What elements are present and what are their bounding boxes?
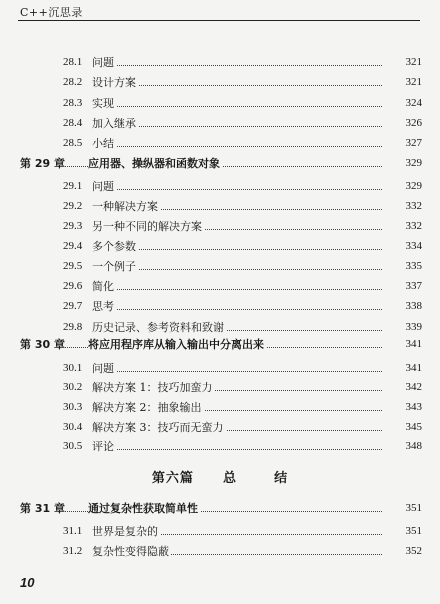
toc-chapter-entry[interactable] (0, 335, 440, 353)
section-number: 28.3 (63, 97, 83, 109)
page-ref: 329 (384, 157, 422, 169)
toc-section-entry[interactable] (0, 437, 440, 455)
page-ref: 338 (384, 300, 422, 312)
section-number: 30.2 (63, 381, 83, 393)
toc-section-entry[interactable] (0, 522, 440, 540)
toc-section-entry[interactable] (0, 94, 440, 112)
chapter-title: 应用器、操纵器和函数对象 (88, 157, 220, 170)
page-number: 10 (20, 575, 35, 590)
section-title: 问题 (92, 56, 114, 69)
page-ref: 343 (384, 401, 422, 413)
part-word-1: 总 (222, 471, 237, 486)
section-title: 多个参数 (92, 240, 136, 253)
section-number: 29.1 (63, 180, 83, 192)
page-ref: 339 (384, 321, 422, 333)
toc-section-entry[interactable] (0, 197, 440, 215)
toc-section-entry[interactable] (0, 114, 440, 132)
toc-section-entry[interactable] (0, 257, 440, 275)
part-word-2: 结 (274, 471, 289, 486)
toc-section-entry[interactable] (0, 398, 440, 416)
toc-section-entry[interactable] (0, 359, 440, 377)
toc-section-entry[interactable] (0, 217, 440, 235)
chapter-number: 第 31 章 (20, 502, 65, 515)
page-ref: 352 (384, 545, 422, 557)
section-title: 简化 (92, 280, 114, 293)
page-ref: 335 (384, 260, 422, 272)
section-number: 31.2 (63, 545, 83, 557)
section-title: 另一种不同的解决方案 (92, 220, 202, 233)
section-number: 29.2 (63, 200, 83, 212)
part-label: 第六篇 (151, 471, 194, 486)
page-ref: 351 (384, 525, 422, 537)
section-number: 29.4 (63, 240, 83, 252)
toc-chapter-entry[interactable] (0, 154, 440, 172)
toc-section-entry[interactable] (0, 277, 440, 295)
toc-section-entry[interactable] (0, 73, 440, 91)
section-title: 一种解决方案 (92, 200, 158, 213)
toc-section-entry[interactable] (0, 134, 440, 152)
section-number: 28.5 (63, 137, 83, 149)
section-title: 实现 (92, 97, 114, 110)
section-title: 加入继承 (92, 117, 136, 130)
section-number: 30.4 (63, 421, 83, 433)
section-number: 29.3 (63, 220, 83, 232)
section-title: 思考 (92, 300, 114, 313)
section-title: 复杂性变得隐蔽 (92, 545, 169, 558)
page-ref: 327 (384, 137, 422, 149)
toc-section-entry[interactable] (0, 177, 440, 195)
section-number: 30.3 (63, 401, 83, 413)
section-number: 29.8 (63, 321, 83, 333)
page-ref: 334 (384, 240, 422, 252)
dot-leader (92, 65, 382, 66)
part-heading (0, 467, 440, 486)
section-title: 历史记录、参考资料和致谢 (92, 321, 224, 334)
section-title: 解决方案 3：技巧而无蛮力 (92, 421, 224, 434)
section-title: 小结 (92, 137, 114, 150)
section-number: 28.1 (63, 56, 83, 68)
page-ref: 329 (384, 180, 422, 192)
header-rule (18, 20, 420, 21)
chapter-number: 第 30 章 (20, 338, 65, 351)
dot-leader (92, 309, 382, 310)
section-number: 31.1 (63, 525, 83, 537)
section-title: 问题 (92, 180, 114, 193)
section-number: 30.1 (63, 362, 83, 374)
page-ref: 337 (384, 280, 422, 292)
page-ref: 341 (384, 362, 422, 374)
section-number: 29.7 (63, 300, 83, 312)
toc-section-entry[interactable] (0, 53, 440, 71)
section-title: 解决方案 1：技巧加蛮力 (92, 381, 213, 394)
book-title: C++沉思录 (20, 6, 83, 19)
page-ref: 351 (384, 502, 422, 514)
dot-leader (20, 511, 382, 512)
page-ref: 342 (384, 381, 422, 393)
chapter-title: 通过复杂性获取简单性 (88, 502, 198, 515)
toc-section-entry[interactable] (0, 418, 440, 436)
page-ref: 321 (384, 56, 422, 68)
dot-leader (92, 106, 382, 107)
page-ref: 348 (384, 440, 422, 452)
dot-leader (92, 449, 382, 450)
chapter-number: 第 29 章 (20, 157, 65, 170)
page-ref: 324 (384, 97, 422, 109)
section-number: 29.5 (63, 260, 83, 272)
toc-section-entry[interactable] (0, 297, 440, 315)
section-number: 28.2 (63, 76, 83, 88)
section-number: 29.6 (63, 280, 83, 292)
page-ref: 321 (384, 76, 422, 88)
dot-leader (92, 289, 382, 290)
toc-chapter-entry[interactable] (0, 499, 440, 517)
toc-section-entry[interactable] (0, 237, 440, 255)
toc-section-entry[interactable] (0, 542, 440, 560)
section-title: 评论 (92, 440, 114, 453)
section-number: 28.4 (63, 117, 83, 129)
page-ref: 332 (384, 200, 422, 212)
section-number: 30.5 (63, 440, 83, 452)
section-title: 一个例子 (92, 260, 136, 273)
page-ref: 341 (384, 338, 422, 350)
page-ref: 332 (384, 220, 422, 232)
toc-section-entry[interactable] (0, 378, 440, 396)
section-title: 解决方案 2：抽象输出 (92, 401, 202, 414)
dot-leader (92, 371, 382, 372)
dot-leader (92, 189, 382, 190)
toc-section-entry[interactable] (0, 318, 440, 336)
section-title: 设计方案 (92, 76, 136, 89)
chapter-title: 将应用程序库从输入输出中分离出来 (88, 338, 264, 351)
section-title: 世界是复杂的 (92, 525, 158, 538)
section-title: 问题 (92, 362, 114, 375)
page-ref: 345 (384, 421, 422, 433)
page-ref: 326 (384, 117, 422, 129)
dot-leader (92, 146, 382, 147)
